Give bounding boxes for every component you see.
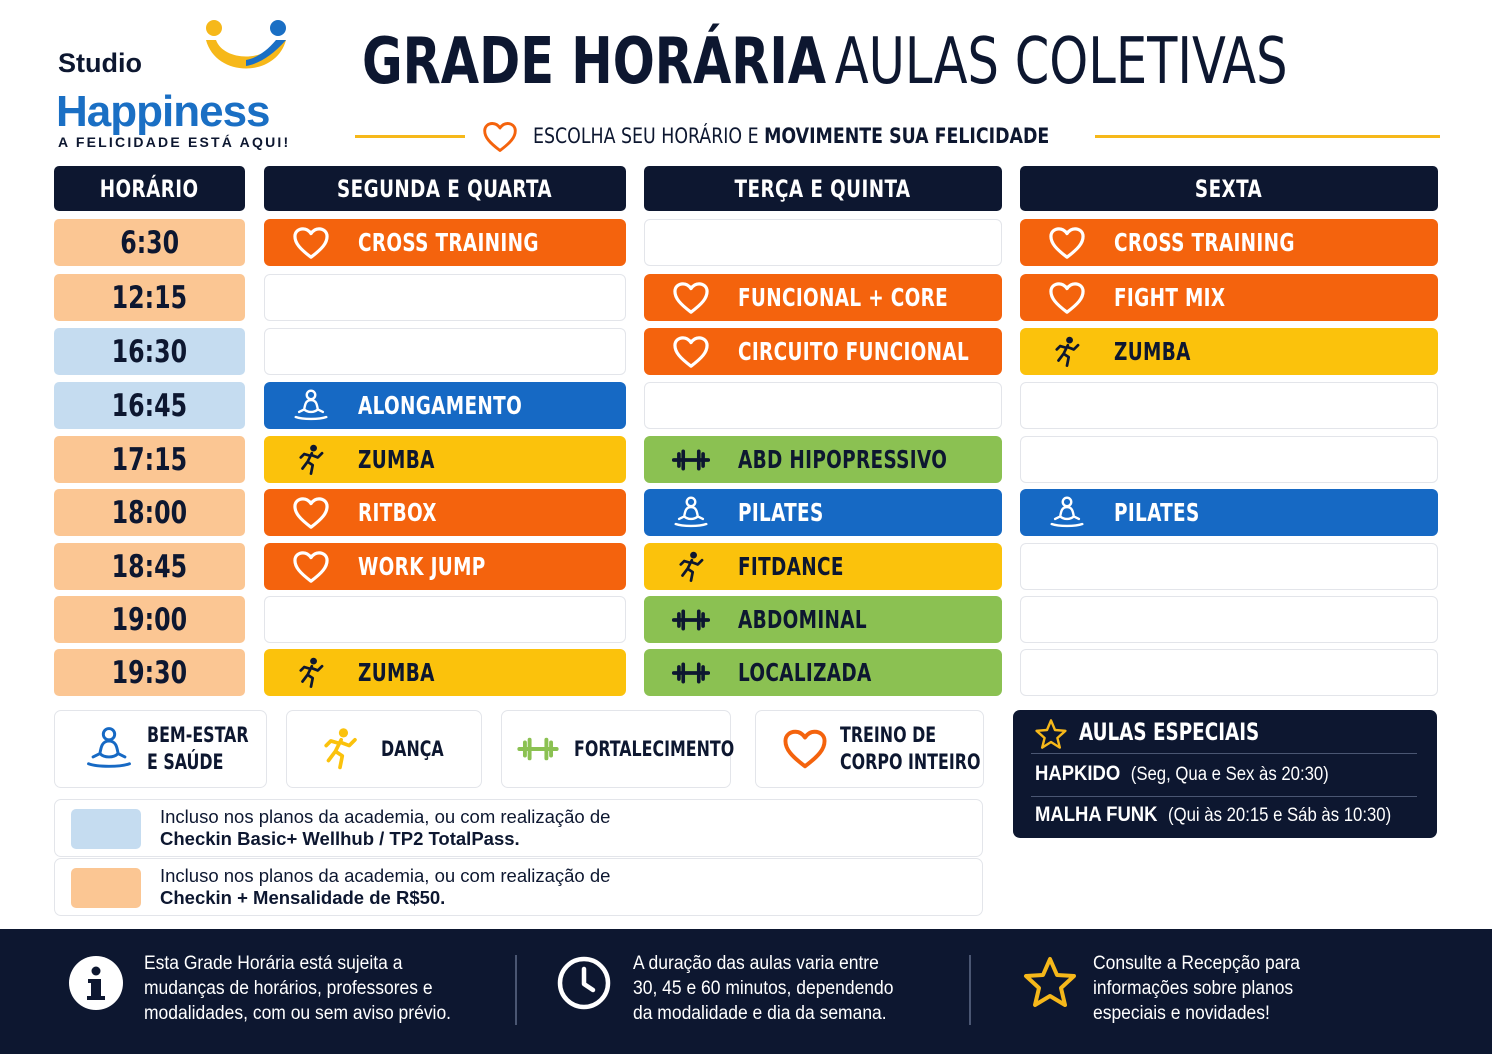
footer-text-duration: A duração das aulas varia entre 30, 45 e 60 minutos, dependendo da modalidade e dia da semana. (633, 953, 894, 1024)
star-icon (1035, 718, 1067, 750)
time-slot: 16:30 (54, 328, 245, 375)
legend-danca-label: DANÇA (381, 736, 444, 761)
class-name: ZUMBA (1114, 337, 1191, 366)
class-name: RITBOX (358, 498, 437, 527)
class-cell (264, 543, 626, 590)
subtitle-text (533, 124, 1049, 148)
title-light: AULAS COLETIVAS (834, 25, 1288, 99)
header-day-1: SEGUNDA E QUARTA (264, 166, 626, 211)
heart-icon (1048, 281, 1086, 315)
plan-note-orange (54, 858, 983, 916)
special-item-malha-funk: MALHA FUNK (Qui às 20:15 e Sáb às 10:30) (1035, 803, 1392, 826)
clock-icon (556, 955, 612, 1011)
class-cell (644, 543, 1002, 590)
class-cell (264, 382, 626, 429)
empty-cell (264, 328, 626, 375)
footer-separator (969, 955, 971, 1025)
special-divider (1031, 796, 1417, 797)
schedule-row (54, 543, 1438, 590)
subtitle-divider-right (1095, 135, 1440, 138)
empty-cell (1020, 436, 1438, 483)
brand-tagline: A FELICIDADE ESTÁ AQUI! (58, 134, 291, 150)
schedule-row (54, 649, 1438, 696)
header-day-3: SEXTA (1020, 166, 1438, 211)
heart-icon (292, 496, 330, 530)
class-name: PILATES (738, 498, 824, 527)
class-name: ABDOMINAL (738, 605, 867, 634)
dancer-icon (1048, 335, 1086, 369)
time-slot: 18:45 (54, 543, 245, 590)
heart-icon (482, 120, 518, 154)
brand-name: Happiness (56, 87, 270, 136)
schedule-row (54, 489, 1438, 536)
subtitle-divider-left (355, 135, 465, 138)
empty-cell (264, 596, 626, 643)
footer-separator (515, 955, 517, 1025)
meditation-icon (81, 726, 137, 772)
class-cell (264, 219, 626, 266)
heart-icon (672, 335, 710, 369)
subtitle-row (355, 118, 1440, 158)
dancer-icon (292, 443, 330, 477)
class-name: CIRCUITO FUNCIONAL (738, 337, 970, 366)
class-name: WORK JUMP (358, 552, 486, 581)
class-cell (1020, 328, 1438, 375)
brand-studio: Studio (58, 48, 142, 78)
subtitle-plain: ESCOLHA SEU HORÁRIO E (533, 124, 765, 148)
heart-icon (1048, 226, 1086, 260)
dumbbell-icon (672, 443, 710, 477)
empty-cell (1020, 649, 1438, 696)
dancer-icon (315, 721, 365, 777)
schedule-row (54, 219, 1438, 266)
class-cell (644, 274, 1002, 321)
dumbbell-icon (516, 735, 560, 763)
empty-cell (644, 382, 1002, 429)
plan-note-blue (54, 799, 983, 857)
empty-cell (264, 274, 626, 321)
dumbbell-icon (672, 656, 710, 690)
dancer-icon (292, 656, 330, 690)
class-cell (264, 489, 626, 536)
class-name: CROSS TRAINING (1114, 228, 1295, 257)
time-slot: 16:45 (54, 382, 245, 429)
dumbbell-icon (672, 603, 710, 637)
special-divider (1031, 753, 1417, 754)
class-name: FUNCIONAL + CORE (738, 283, 949, 312)
heart-icon (292, 226, 330, 260)
legend-treino (755, 710, 984, 788)
meditation-icon (1048, 496, 1086, 530)
class-cell (264, 649, 626, 696)
class-cell (644, 649, 1002, 696)
empty-cell (644, 219, 1002, 266)
legend-bemestar-label: BEM-ESTAR E SAÚDE (147, 723, 249, 774)
class-cell (1020, 274, 1438, 321)
class-cell (1020, 489, 1438, 536)
class-name: ZUMBA (358, 445, 435, 474)
special-classes-panel (1013, 710, 1437, 838)
page-title (362, 22, 1288, 102)
legend-forca (501, 710, 735, 788)
class-name: FIGHT MIX (1114, 283, 1226, 312)
schedule-row (54, 274, 1438, 321)
heart-icon (780, 728, 830, 770)
info-icon (68, 955, 124, 1011)
footer-text-reception: Consulte a Recepção para informações sobre planos especiais e novidades! (1093, 953, 1300, 1024)
schedule-row (54, 382, 1438, 429)
header-time: HORÁRIO (54, 166, 245, 211)
time-slot: 19:00 (54, 596, 245, 643)
class-name: ALONGAMENTO (358, 391, 523, 420)
header-day-2: TERÇA E QUINTA (644, 166, 1002, 211)
class-name: CROSS TRAINING (358, 228, 539, 257)
dancer-icon (672, 550, 710, 584)
class-name: FITDANCE (738, 552, 844, 581)
time-slot: 19:30 (54, 649, 245, 696)
special-title: AULAS ESPECIAIS (1079, 718, 1260, 746)
legend-bemestar (54, 710, 267, 788)
class-cell (264, 436, 626, 483)
class-name: ZUMBA (358, 658, 435, 687)
schedule-row (54, 596, 1438, 643)
schedule-row (54, 328, 1438, 375)
meditation-icon (672, 496, 710, 530)
time-slot: 18:00 (54, 489, 245, 536)
time-slot: 12:15 (54, 274, 245, 321)
class-name: PILATES (1114, 498, 1200, 527)
class-name: LOCALIZADA (738, 658, 872, 687)
class-cell (644, 436, 1002, 483)
heart-icon (292, 550, 330, 584)
legend-danca (286, 710, 482, 788)
empty-cell (1020, 382, 1438, 429)
footer-text-notice: Esta Grade Horária está sujeita a mudanças de horários, professores e modalidades, com ou sem aviso prévio. (144, 953, 452, 1024)
footer-bar (0, 929, 1492, 1054)
heart-icon (672, 281, 710, 315)
legend-forca-label: FORTALECIMENTO (574, 736, 735, 761)
happiness-logo-icon (196, 18, 296, 88)
special-item-hapkido: HAPKIDO (Seg, Qua e Sex às 20:30) (1035, 762, 1329, 785)
empty-cell (1020, 543, 1438, 590)
class-cell (644, 489, 1002, 536)
legend-treino-label: TREINO DE CORPO INTEIRO (840, 723, 981, 774)
class-cell (1020, 219, 1438, 266)
plan-swatch-blue (71, 809, 141, 849)
plan-text-orange: Incluso nos planos da academia, ou com realização de Checkin + Mensalidade de R$50. (160, 865, 611, 908)
class-cell (644, 328, 1002, 375)
schedule-row (54, 436, 1438, 483)
time-slot: 17:15 (54, 436, 245, 483)
empty-cell (1020, 596, 1438, 643)
subtitle-bold: MOVIMENTE SUA FELICIDADE (764, 124, 1050, 148)
plan-text-blue: Incluso nos planos da academia, ou com realização de Checkin Basic+ Wellhub / TP2 TotalPass. (160, 806, 611, 849)
class-cell (644, 596, 1002, 643)
title-bold: GRADE HORÁRIA (362, 25, 827, 99)
class-name: ABD HIPOPRESSIVO (738, 445, 948, 474)
time-slot: 6:30 (54, 219, 245, 266)
plan-swatch-orange (71, 868, 141, 908)
star-icon (1022, 955, 1078, 1011)
meditation-icon (292, 389, 330, 423)
brand-logo (56, 18, 306, 158)
